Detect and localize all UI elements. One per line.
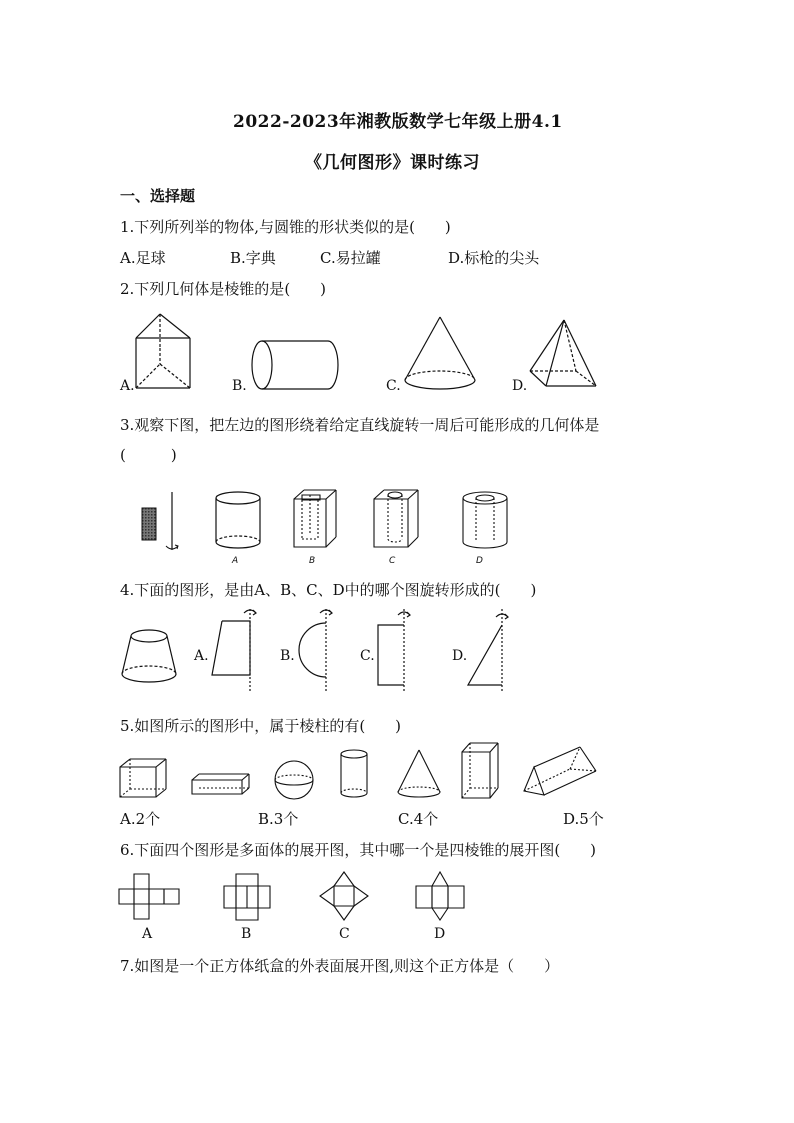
title-line-2: 《几何图形》课时练习 (305, 153, 480, 173)
q5-option-a: A.2个 (120, 810, 161, 828)
q4-label-b: B. (280, 648, 295, 664)
q5-option-b: B.3个 (258, 810, 299, 828)
q5-shape-triangular-prism (520, 745, 600, 799)
question-2: 2.下列几何体是棱锥的是( ) (120, 280, 327, 298)
title-line-1: 2022-2023年湘教版数学七年级上册4.1 (233, 112, 563, 132)
q1-option-b: B.字典 (230, 249, 276, 267)
q4-figure-b-semicircle (296, 605, 346, 695)
q3-figure-a-cylinder (212, 490, 267, 552)
q1-option-d: D.标枪的尖头 (448, 249, 540, 267)
question-4: 4.下面的图形，是由A、B、C、D中的哪个图旋转形成的( ) (120, 581, 537, 599)
q5-shape-tall-prism (460, 740, 502, 800)
q2-figure-c-cone (400, 314, 485, 394)
q2-figure-a-triangular-prism (130, 308, 200, 393)
q4-figure-d-triangle (462, 605, 517, 695)
q2-label-c: C. (386, 378, 401, 394)
q6-net-b-prism (222, 872, 274, 922)
section-heading: 一、选择题 (120, 187, 196, 205)
question-7: 7.如图是一个正方体纸盒的外表面展开图,则这个正方体是（ ） (120, 957, 560, 975)
q4-figure-c-rectangle (372, 605, 422, 695)
q4-label-a: A. (194, 648, 209, 664)
q1-option-a: A.足球 (120, 249, 166, 267)
q3-label-b: B (309, 556, 316, 566)
question-5: 5.如图所示的图形中，属于棱柱的有( ) (120, 717, 402, 735)
question-1: 1.下列所列举的物体,与圆锥的形状类似的是( ) (120, 218, 451, 236)
q2-label-d: D. (512, 378, 528, 394)
q6-label-b: B (241, 926, 252, 942)
q6-label-a: A (142, 926, 153, 942)
q5-shape-cone (395, 748, 443, 800)
q6-label-d: D (434, 926, 446, 942)
q5-shape-sphere (272, 758, 316, 802)
q3-rotating-rectangle (136, 490, 184, 552)
q4-figure-a-trapezoid (208, 605, 268, 695)
q5-shape-cube (118, 757, 170, 799)
q2-figure-d-pyramid (526, 316, 601, 394)
q6-net-a-cross (118, 872, 180, 922)
q3-figure-c-box-with-cylinder-hole (370, 487, 425, 552)
q4-label-d: D. (452, 648, 468, 664)
q3-label-d: D (476, 556, 483, 566)
q3-figure-d-hollow-cylinder (457, 490, 517, 552)
q1-option-c: C.易拉罐 (320, 249, 381, 267)
q6-net-d-triangular-prism (414, 870, 466, 922)
q3-label-a: A (232, 556, 239, 566)
q6-net-c-square-pyramid (318, 870, 370, 922)
q2-label-a: A. (120, 378, 135, 394)
q5-option-d: D.5个 (563, 810, 604, 828)
q5-option-c: C.4个 (398, 810, 439, 828)
q3-label-c: C (389, 556, 396, 566)
q4-frustum (118, 624, 183, 690)
q2-figure-b-cylinder (248, 338, 343, 393)
q5-shape-flat-cuboid (190, 772, 252, 798)
q3-figure-b-hollow-box (290, 487, 340, 552)
q2-label-b: B. (232, 378, 247, 394)
question-3: 3.观察下图，把左边的图形绕着给定直线旋转一周后可能形成的几何体是 (120, 416, 600, 434)
question-6: 6.下面四个图形是多面体的展开图，其中哪一个是四棱锥的展开图( ) (120, 841, 597, 859)
q5-shape-cylinder (338, 747, 372, 801)
q6-label-c: C (339, 926, 350, 942)
q4-label-c: C. (360, 648, 375, 664)
question-3-bracket: ( ) (120, 446, 177, 464)
